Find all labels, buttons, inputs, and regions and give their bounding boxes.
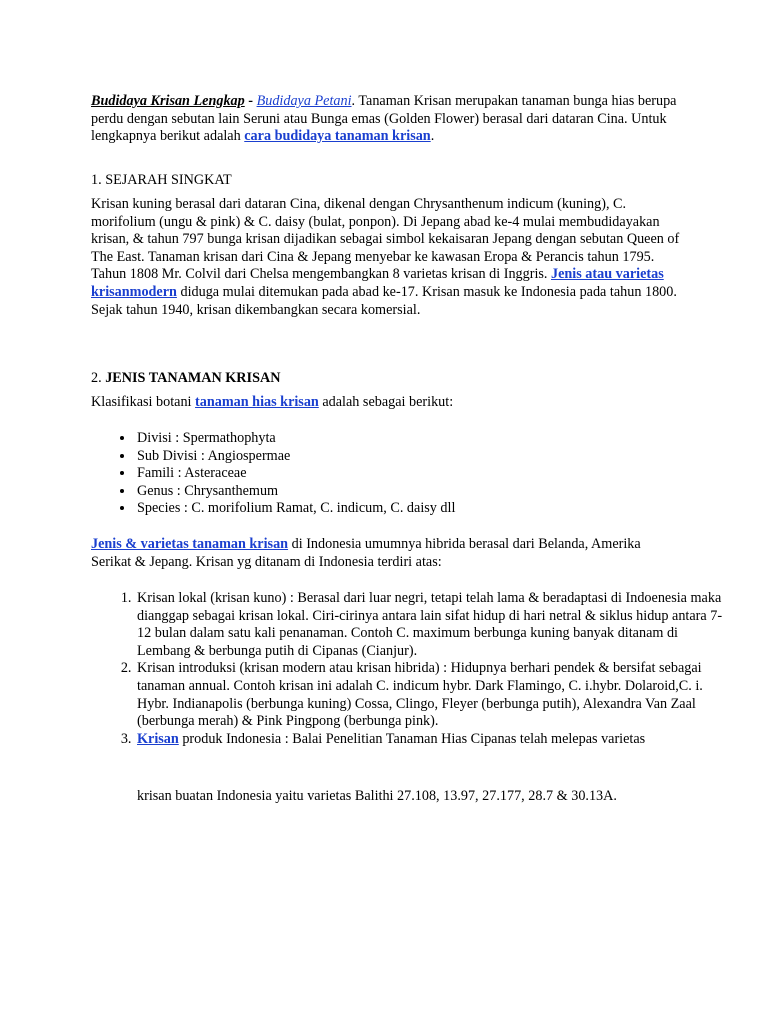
list-item-text: produk Indonesia : Balai Penelitian Tanaman Hias Cipanas telah melepas varietas [178,730,646,747]
list-item: • Species : C. morifolium Ramat, C. indicum, C. daisy dll [135,500,727,518]
intro-text-1: . Tanaman Krisan merupakan tanaman bunga hias berupa perdu dengan sebutan lain Seruni atau Bunga emas (Golden Flower) berasal dari dataran Cina. Untuk lengkapnya berikut adalah [91,93,677,145]
link-krisan[interactable]: Krisan [137,730,179,747]
section1-heading: 1. SEJARAH SINGKAT [91,172,232,188]
list-item: • Sub Divisi : Angiospermae [135,448,727,466]
section1-text-1: Krisan kuning berasal dari dataran Cina, dikenal dengan Chrysanthenum indicum (kuning), C. morifolium (ungu & pink) & C. daisy (bulat, ponpon). Di Jepang abad ke-4 mulai membudidayakan krisan, & tahun 797 bunga krisan dijadikan sebagai simbol kekaisaran Jepang dengan sebutan Queen of The East. Tanaman krisan dari Cina & Jepang menyebar ke kawasan Eropa & Perancis tahun 1795. Tahun 1808 Mr. Colvil dari Chelsa mengembangkan 8 varietas krisan di Inggris. [91,196,680,283]
intro-paragraph [91,93,683,146]
list-item-continuation: krisan buatan Indonesia yaitu varietas Balithi 27.108, 13.97, 27.177, 28.7 & 30.13A. [137,788,617,804]
section2-heading [91,370,683,388]
link-jenis-varietas-modern[interactable]: Jenis atau varietas krisanmodern [91,266,664,300]
list-item: • Genus : Chrysanthemum [135,483,727,501]
section2-heading-number: 2. [91,370,106,386]
list-item: • Famili : Asteraceae [135,465,727,483]
link-tanaman-hias-krisan[interactable]: tanaman hias krisan [195,394,319,410]
section1-text-2: diduga mulai ditemukan pada abad ke-17. Krisan masuk ke Indonesia pada tahun 1800. Sejak tahun 1940, krisan dikembangkan secara komersial. [91,283,677,318]
taxonomy-list [91,430,727,518]
list-item: 2. Krisan introduksi (krisan modern atau krisan hibrida) : Hidupnya berhari pendek & bersifat sebagai tanaman annual. Contoh krisan ini adalah C. indicum hybr. Dark Flamingo, C. i.hybr. Dolaroid,C. i. Hybr. Indianapolis (berbunga kuning) Cossa, Clingo, Fleyer (berbunga putih), Alexandra Van Zaal (berbunga merah) & Pink Pingpong (berbunga pink). [135,660,727,730]
klasifikasi-text-1: Klasifikasi botani [91,394,196,410]
article-title: Budidaya Krisan Lengkap [91,93,245,109]
section2-heading-text: JENIS TANAMAN KRISAN [105,370,281,386]
klasifikasi-text-2: adalah sebagai berikut: [318,394,454,410]
link-budidaya-petani[interactable]: Budidaya Petani [256,93,352,109]
krisan-types-list [91,590,727,748]
list-item: 1. Krisan lokal (krisan kuno) : Berasal dari luar negri, tetapi telah lama & beradaptasi di Indoenesia maka dianggap sebagai krisan lokal. Ciri-cirinya antara lain sifat hidup di hari netral & siklus hidup antara 7-12 bulan dalam satu kali penanaman. Contoh C. maximum berbunga kuning banyak ditanam di Lembang & berbunga putih di Cipanas (Cianjur). [135,590,727,660]
list-item: • Divisi : Spermathophyta [135,430,727,448]
intro-text-2: . [430,128,435,145]
list-item [135,731,727,749]
jenis-paragraph [91,536,683,571]
link-jenis-varietas-tanaman[interactable]: Jenis & varietas tanaman krisan [91,536,289,552]
title-separator: - [244,93,257,109]
jenis-text: di Indonesia umumnya hibrida berasal dari Belanda, Amerika Serikat & Jepang. Krisan yg ditanam di Indonesia terdiri atas: [91,536,641,570]
link-cara-budidaya[interactable]: cara budidaya tanaman krisan [244,128,431,145]
klasifikasi-paragraph [91,394,683,412]
section1-paragraph [91,196,683,319]
